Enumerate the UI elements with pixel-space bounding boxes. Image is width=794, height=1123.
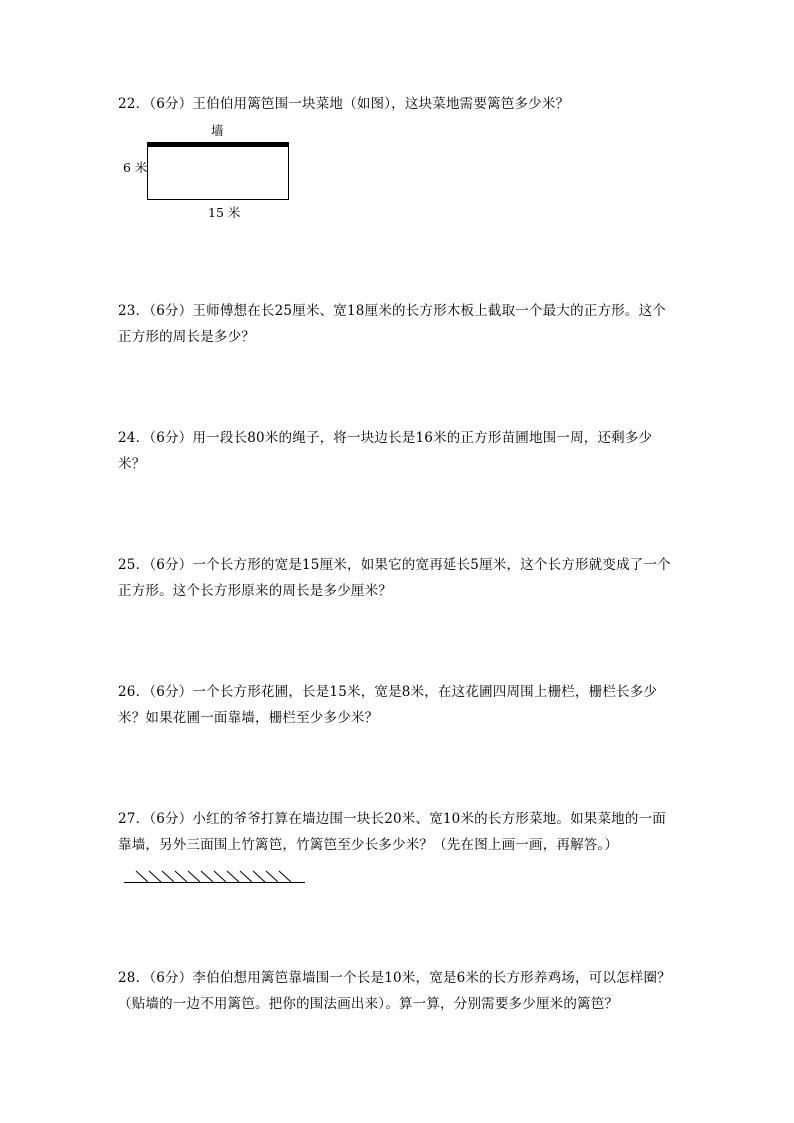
wall-hatch-mark [175, 871, 187, 882]
vegetable-plot-rectangle [148, 145, 289, 200]
wall-hatch-mark [188, 871, 200, 882]
wall-hatch-mark [266, 871, 278, 882]
question-23: 23．（6分）王师傅想在长25厘米、宽18厘米的长方形木板上截取一个最大的正方形。这个正方形的周长是多少？ [118, 303, 666, 345]
wall-hatch-mark [279, 871, 291, 882]
vegetable-plot-diagram [0, 0, 794, 240]
question-24: 24．（6分）用一段长80米的绳子，将一块边长是16米的正方形苗圃地围一周，还剩多少米？ [118, 430, 653, 472]
bottom-length-label: 15 米 [208, 205, 241, 220]
wall-hatching [136, 871, 291, 882]
question-22: 22．（6分）王伯伯用篱笆围一块菜地（如图），这块菜地需要篱笆多少米？ [118, 96, 570, 112]
wall-bar [147, 142, 289, 147]
question-27: 27．（6分）小红的爷爷打算在墙边围一块长20米、宽10米的长方形菜地。如果菜地的一面靠墙，另外三面围上竹篱笆，竹篱笆至少长多少米？（先在图上画一画，再解答。） [118, 811, 666, 853]
wall-hatch-mark [149, 871, 161, 882]
side-length-label: 6 米 [123, 160, 148, 175]
wall-hatch-mark [253, 871, 265, 882]
wall-hatch-mark [227, 871, 239, 882]
question-26: 26．（6分）一个长方形花圃，长是15米，宽是8米，在这花圃四周围上栅栏，栅栏长多少米？如果花圃一面靠墙，栅栏至少多少米？ [118, 684, 658, 726]
wall-hatch-mark [162, 871, 174, 882]
wall-label: 墙 [211, 123, 224, 138]
wall-hatch-mark [240, 871, 252, 882]
question-28: 28．（6分）李伯伯想用篱笆靠墙围一个长是10米，宽是6米的长方形养鸡场，可以怎样圈？（贴墙的一边不用篱笆。把你的围法画出来）。算一算，分别需要多少厘米的篱笆？ [118, 970, 671, 1012]
wall-hatch-mark [214, 871, 226, 882]
wall-hatch-mark [136, 871, 148, 882]
wall-hatch-mark [201, 871, 213, 882]
question-25: 25．（6分）一个长方形的宽是15厘米，如果它的宽再延长5厘米，这个长方形就变成了一个正方形。这个长方形原来的周长是多少厘米？ [118, 557, 671, 599]
